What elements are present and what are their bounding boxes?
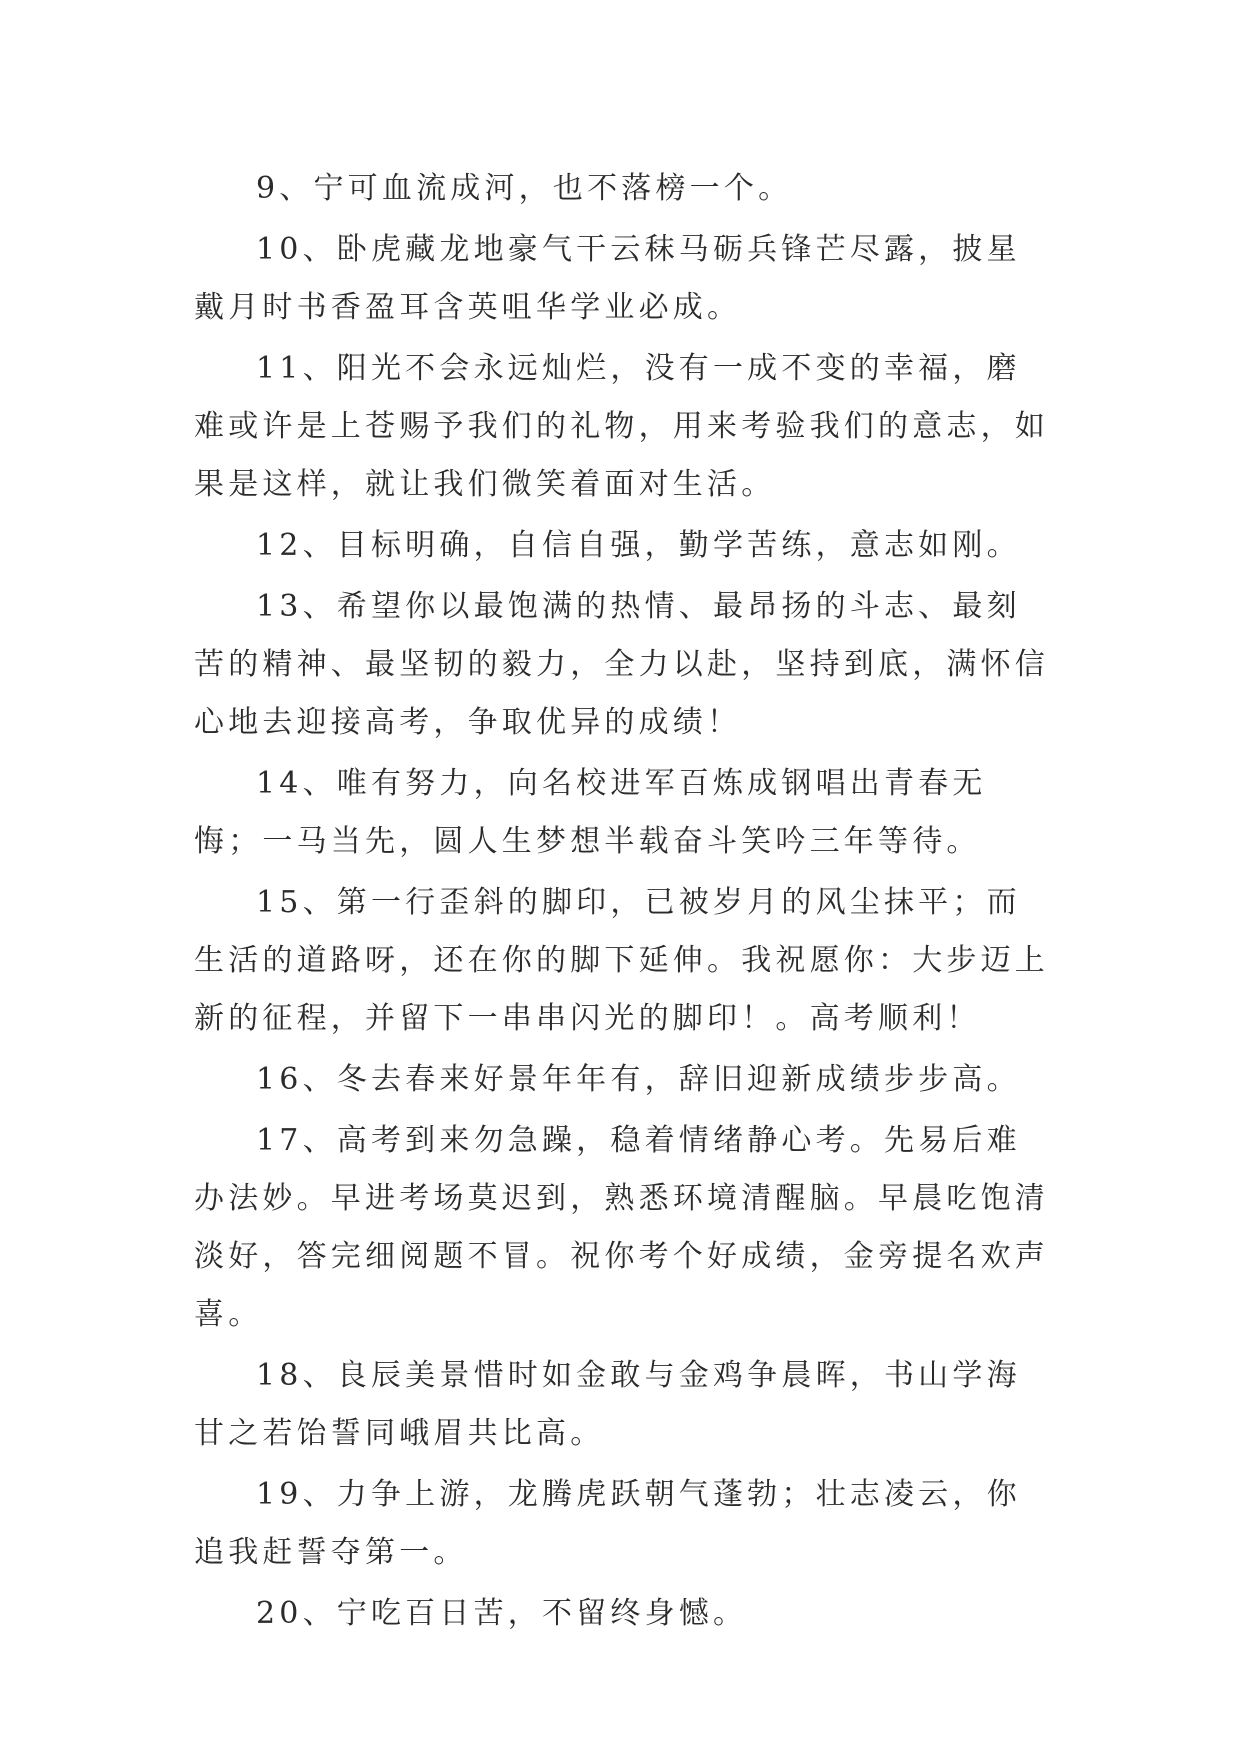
paragraph-18: 18、良辰美景惜时如金敢与金鸡争晨晖，书山学海甘之若饴誓同峨眉共比高。 [194,1358,1021,1451]
paragraph-20: 20、宁吃百日苦，不留终身憾。 [256,1596,748,1631]
paragraph-16: 16、冬去春来好景年年有，辞旧迎新成绩步步高。 [256,1062,1021,1097]
paragraph-12: 12、目标明确，自信自强，勤学苦练，意志如刚。 [256,528,1021,563]
paragraph-19: 19、力争上游，龙腾虎跃朝气蓬勃；壮志凌云，你追我赶誓夺第一。 [194,1477,1021,1570]
paragraph-14: 14、唯有努力，向名校进军百炼成钢唱出青春无悔；一马当先，圆人生梦想半载奋斗笑吟三年等待。 [194,766,987,859]
paragraph-15: 15、第一行歪斜的脚印，已被岁月的风尘抹平；而生活的道路呀，还在你的脚下延伸。我祝愿你：大步迈上新的征程，并留下一串串闪光的脚印！。高考顺利！ [194,885,1049,1036]
paragraph-13: 13、希望你以最饱满的热情、最昂扬的斗志、最刻苦的精神、最坚韧的毅力，全力以赴，坚持到底，满怀信心地去迎接高考，争取优异的成绩！ [194,589,1049,740]
paragraph-9: 9、宁可血流成河，也不落榜一个。 [256,171,793,206]
paragraph-10: 10、卧虎藏龙地豪气干云秣马砺兵锋芒尽露，披星戴月时书香盈耳含英咀华学业必成。 [194,232,1021,325]
paragraph-17: 17、高考到来勿急躁，稳着情绪静心考。先易后难办法妙。早进考场莫迟到，熟悉环境清醒脑。早晨吃饱清淡好，答完细阅题不冒。祝你考个好成绩，金旁提名欢声喜。 [194,1123,1049,1332]
paragraph-11: 11、阳光不会永远灿烂，没有一成不变的幸福，磨难或许是上苍赐予我们的礼物，用来考验我们的意志，如果是这样，就让我们微笑着面对生活。 [194,351,1049,502]
document-body [194,160,1054,1646]
